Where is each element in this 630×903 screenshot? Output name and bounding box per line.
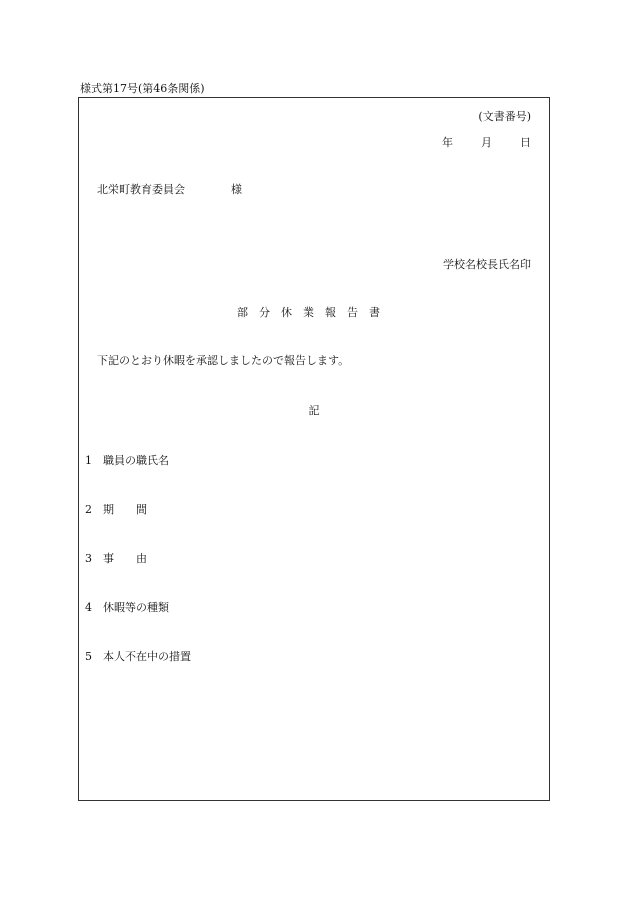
- ki-heading: 記: [308, 404, 320, 417]
- document-title: 部分休業報告書: [237, 306, 391, 319]
- body-text: 下記のとおり休暇を承認しましたので報告します。: [97, 354, 350, 367]
- addressee-honorific: 様: [231, 183, 242, 196]
- form-number-label: 様式第17号(第46条関係): [80, 82, 205, 95]
- date-month-label: 月: [481, 136, 492, 149]
- item-number: 3: [85, 552, 92, 565]
- document-number: (文書番号): [478, 110, 531, 123]
- form-frame: [78, 97, 550, 801]
- item-label: 休暇等の種類: [103, 601, 169, 614]
- item-number: 4: [85, 601, 92, 614]
- date-year-label: 年: [442, 136, 453, 149]
- item-label: 本人不在中の措置: [103, 650, 191, 663]
- item-number: 5: [85, 650, 92, 663]
- list-item: [85, 599, 169, 615]
- list-item: [85, 501, 147, 517]
- item-number: 2: [85, 503, 92, 516]
- addressee-name: 北栄町教育委員会: [97, 183, 185, 196]
- item-label: 職員の職氏名: [103, 454, 169, 467]
- addressee: [97, 181, 242, 197]
- item-label: 事 由: [103, 552, 147, 565]
- list-item: [85, 550, 147, 566]
- item-label: 期 間: [103, 503, 147, 516]
- sender-signature: 学校名校長氏名印: [443, 258, 531, 271]
- list-item: [85, 452, 169, 468]
- date-day-label: 日: [520, 136, 531, 149]
- item-number: 1: [85, 454, 92, 467]
- date-row: [442, 134, 531, 150]
- list-item: [85, 648, 191, 664]
